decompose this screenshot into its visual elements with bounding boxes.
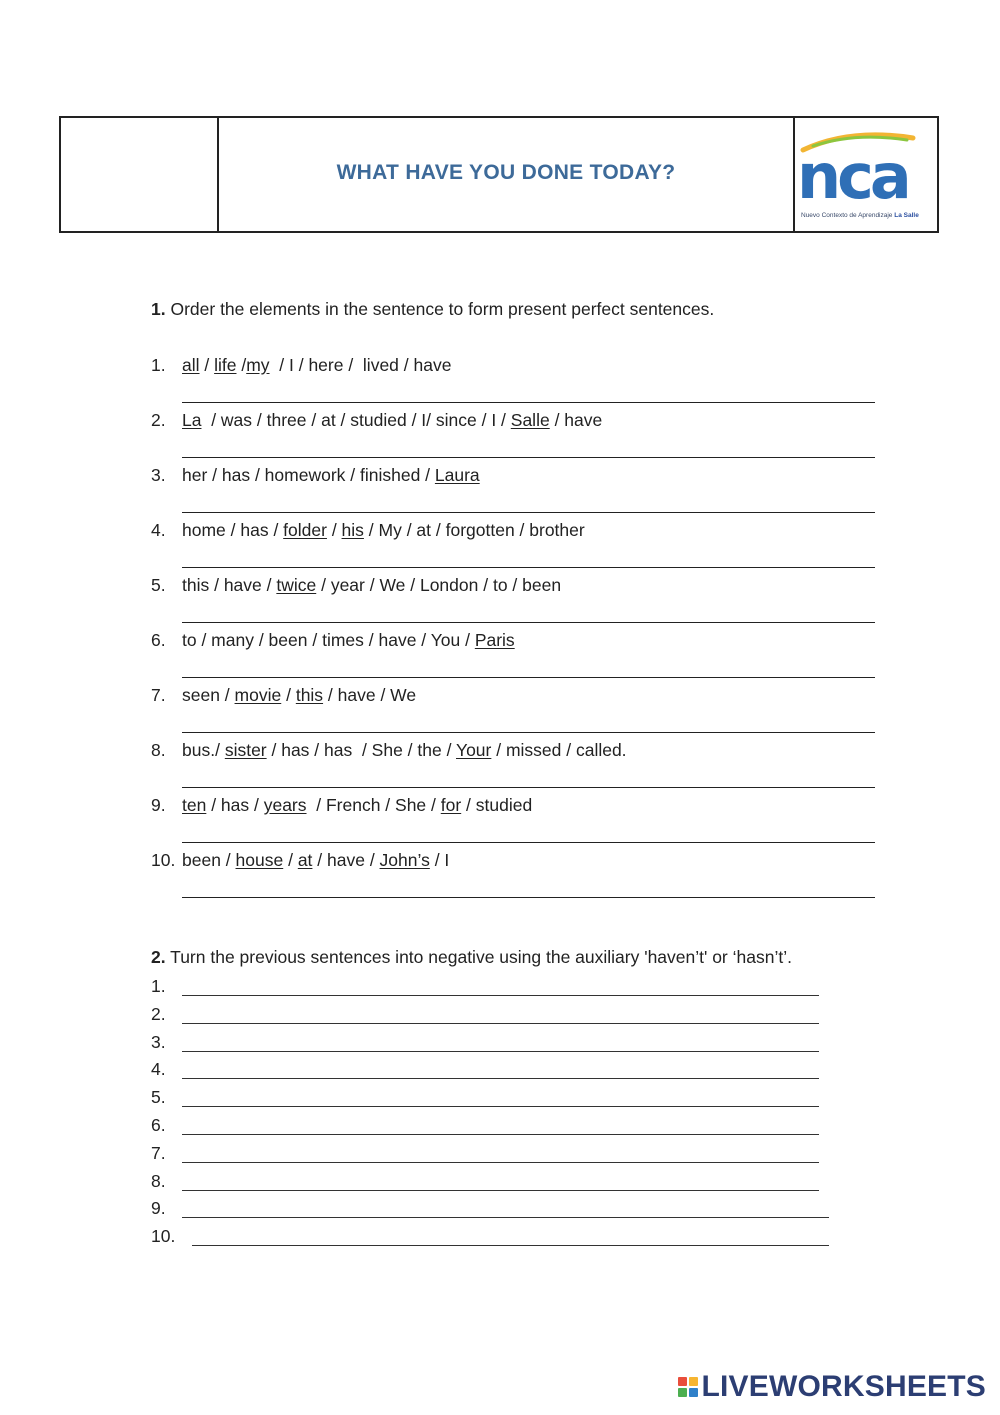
exercise1-item-number: 7. <box>151 685 166 705</box>
answer-line[interactable] <box>182 842 875 843</box>
watermark-text: LIVEWORKSHEETS <box>701 1370 986 1403</box>
negative-answer-line[interactable] <box>182 995 819 996</box>
underlined-word: Salle <box>510 410 550 430</box>
answer-line[interactable] <box>182 457 875 458</box>
exercise1-item-words <box>182 850 449 871</box>
logo-letters: nca <box>797 140 908 212</box>
word-segment: / have / <box>312 850 380 870</box>
exercise2-item-number: 7. <box>151 1142 166 1163</box>
negative-answer-line[interactable] <box>182 1106 819 1107</box>
exercise2-item-number: 4. <box>151 1059 166 1080</box>
negative-answer-line[interactable] <box>182 1078 819 1079</box>
underlined-word: all <box>182 355 200 375</box>
word-segment: her / has / homework / finished / <box>182 465 435 485</box>
underlined-word: my <box>246 355 270 375</box>
negative-answer-line[interactable] <box>182 1023 819 1024</box>
answer-line[interactable] <box>182 677 875 678</box>
answer-line[interactable] <box>182 787 875 788</box>
exercise2-item-number: 1. <box>151 976 166 996</box>
word-segment: / studied <box>461 795 533 815</box>
header-logo-cell <box>795 118 937 231</box>
exercise1-item-words <box>182 630 515 651</box>
underlined-word: Your <box>456 740 492 760</box>
exercise1-item-number: 2. <box>151 410 166 430</box>
negative-answer-line[interactable] <box>182 1217 829 1218</box>
exercise1-item-words <box>182 740 627 761</box>
word-segment: / missed / called. <box>491 740 627 760</box>
underlined-word: at <box>297 850 313 870</box>
word-segment: / <box>281 685 296 705</box>
word-segment: bus./ <box>182 740 225 760</box>
exercise1-item-number: 6. <box>151 630 166 650</box>
underlined-word: life <box>214 355 237 375</box>
exercise1-item-words <box>182 410 602 431</box>
word-segment: / I / here / lived / have <box>269 355 452 375</box>
word-segment: / <box>236 355 247 375</box>
watermark-icon-square <box>689 1377 698 1386</box>
exercise1-instruction: 1. Order the elements in the sentence to form present perfect sentences. <box>151 299 715 319</box>
underlined-word: Paris <box>474 630 515 650</box>
underlined-word: movie <box>234 685 282 705</box>
exercise2-item-number: 2. <box>151 1003 166 1024</box>
negative-answer-line[interactable] <box>182 1134 819 1135</box>
exercise2-item-number: 6. <box>151 1115 166 1135</box>
exercise2-item-number: 3. <box>151 1031 166 1052</box>
exercise1-item-number: 4. <box>151 520 166 540</box>
exercise1-item-words <box>182 795 532 816</box>
logo-caption: Nuevo Contexto de Aprendizaje La Salle <box>801 212 919 219</box>
underlined-word: house <box>235 850 284 870</box>
word-segment: seen / <box>182 685 235 705</box>
word-segment: / have <box>549 410 603 430</box>
underlined-word: this <box>295 685 324 705</box>
word-segment: / was / three / at / studied / I/ since / I / <box>201 410 511 430</box>
exercise1-item-words <box>182 465 480 486</box>
exercise1-item-number: 5. <box>151 575 166 595</box>
underlined-word: ten <box>182 795 207 815</box>
exercise1-item-words <box>182 575 561 596</box>
exercise2-item-number: 8. <box>151 1170 166 1191</box>
negative-answer-line[interactable] <box>182 1162 819 1163</box>
watermark-icon-square <box>689 1388 698 1397</box>
underlined-word: folder <box>283 520 327 540</box>
word-segment: this / have / <box>182 575 277 595</box>
exercise1-item-number: 9. <box>151 795 166 815</box>
underlined-word: La <box>182 410 202 430</box>
word-segment: / I <box>429 850 450 870</box>
word-segment: / has / has / She / the / <box>266 740 456 760</box>
answer-line[interactable] <box>182 622 875 623</box>
word-segment: / My / at / forgotten / brother <box>363 520 585 540</box>
answer-line[interactable] <box>182 897 875 898</box>
exercise1-item-words <box>182 355 451 376</box>
underlined-word: twice <box>276 575 317 595</box>
underlined-word: his <box>341 520 364 540</box>
answer-line[interactable] <box>182 567 875 568</box>
nca-logo <box>795 128 935 212</box>
exercise2-instruction: 2. Turn the previous sentences into negative using the auxiliary 'haven’t' or ‘hasn’t’. <box>151 947 792 967</box>
exercise1-item-words <box>182 520 585 541</box>
word-segment: been / <box>182 850 236 870</box>
word-segment: / <box>283 850 298 870</box>
negative-answer-line[interactable] <box>182 1190 819 1191</box>
underlined-word: years <box>263 795 307 815</box>
header-title-cell <box>219 118 795 231</box>
liveworksheets-icon <box>678 1377 698 1397</box>
underlined-word: Laura <box>434 465 480 485</box>
exercise1-item-number: 1. <box>151 355 166 375</box>
word-segment: / <box>199 355 215 375</box>
exercise2-item-number: 5. <box>151 1087 166 1108</box>
liveworksheets-watermark <box>678 1372 987 1402</box>
word-segment: to / many / been / times / have / You / <box>182 630 475 650</box>
underlined-word: for <box>440 795 462 815</box>
word-segment: / has / <box>206 795 264 815</box>
underlined-word: sister <box>224 740 267 760</box>
watermark-icon-square <box>678 1377 687 1386</box>
exercise2-item-number: 10. <box>151 1226 176 1247</box>
word-segment: / have / We <box>323 685 417 705</box>
header-empty-cell <box>61 118 219 231</box>
word-segment: / <box>326 520 342 540</box>
watermark-icon-square <box>678 1388 687 1397</box>
underlined-word: John’s <box>379 850 430 870</box>
answer-line[interactable] <box>182 732 875 733</box>
word-segment: / year / We / London / to / been <box>316 575 562 595</box>
word-segment: / French / She / <box>306 795 441 815</box>
exercise1-item-number: 8. <box>151 740 166 760</box>
exercise1-item-number: 10. <box>151 850 176 870</box>
exercise2-item-number: 9. <box>151 1198 166 1219</box>
word-segment: home / has / <box>182 520 284 540</box>
page-title: WHAT HAVE YOU DONE TODAY? <box>336 160 676 184</box>
header-table <box>59 116 939 233</box>
answer-line[interactable] <box>182 402 875 403</box>
negative-answer-line[interactable] <box>192 1245 829 1246</box>
exercise1-item-number: 3. <box>151 465 166 485</box>
negative-answer-line[interactable] <box>182 1051 819 1052</box>
answer-line[interactable] <box>182 512 875 513</box>
exercise1-item-words <box>182 685 416 706</box>
